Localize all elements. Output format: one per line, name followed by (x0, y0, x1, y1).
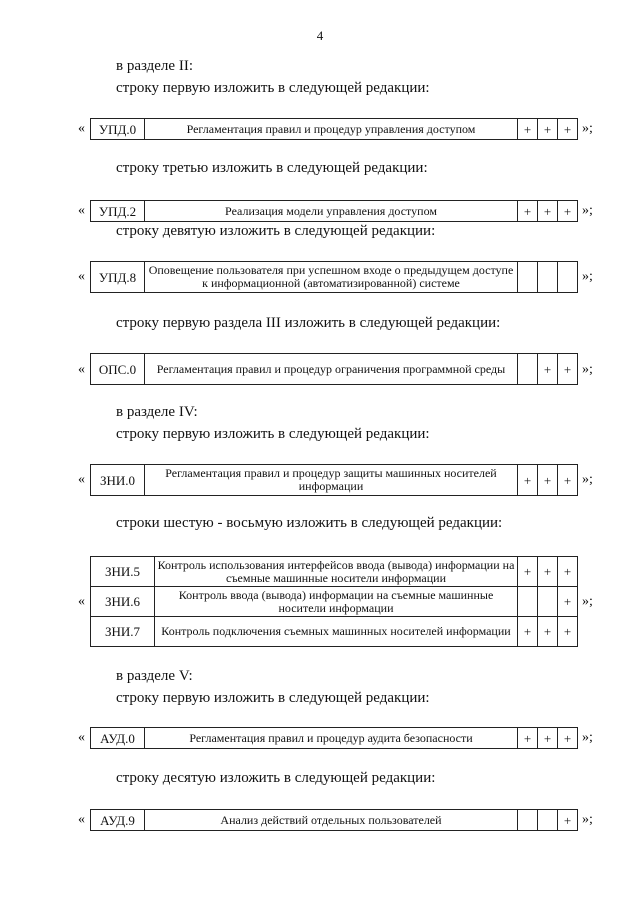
measure-description: Реализация модели управления доступом (145, 201, 518, 222)
instruction-upd8: строку девятую изложить в следующей редакции: (116, 223, 436, 239)
measure-code: ОПС.0 (91, 354, 145, 385)
mark-cell (518, 810, 538, 831)
mark-cell: + (558, 354, 578, 385)
quote-close: »; (582, 203, 593, 218)
instruction-aud0: строку первую изложить в следующей редакции: (116, 690, 430, 706)
measure-row-zni0 (90, 464, 578, 496)
measure-description: Регламентация правил и процедур аудита безопасности (145, 728, 518, 749)
measure-row-ops0 (90, 353, 578, 385)
mark-cell: + (558, 465, 578, 496)
instruction-aud9: строку десятую изложить в следующей редакции: (116, 770, 436, 786)
quote-close: »; (582, 812, 593, 827)
measure-row-zni6 (91, 587, 578, 617)
measure-description: Регламентация правил и процедур ограничения программной среды (145, 354, 518, 385)
measure-row-upd2 (90, 200, 578, 222)
mark-cell (558, 262, 578, 293)
measure-code: УПД.0 (91, 119, 145, 140)
mark-cell: + (558, 617, 578, 647)
mark-cell: + (558, 810, 578, 831)
mark-cell (518, 354, 538, 385)
measure-code: АУД.0 (91, 728, 145, 749)
measure-description: Контроль ввода (вывода) информации на съемные машинные носители информации (155, 587, 518, 617)
mark-cell: + (558, 119, 578, 140)
measure-row-upd8 (90, 261, 578, 293)
quote-open: « (78, 362, 85, 377)
quote-close: »; (582, 472, 593, 487)
mark-cell: + (538, 465, 558, 496)
measure-description: Регламентация правил и процедур управления доступом (145, 119, 518, 140)
mark-cell: + (558, 201, 578, 222)
mark-cell: + (558, 557, 578, 587)
section-v-heading: в разделе V: (116, 668, 193, 684)
measure-description: Регламентация правил и процедур защиты машинных носителей информации (145, 465, 518, 496)
quote-open: « (78, 472, 85, 487)
mark-cell (538, 262, 558, 293)
mark-cell: + (518, 465, 538, 496)
instruction-upd2: строку третью изложить в следующей редакции: (116, 160, 428, 176)
instruction-upd0: строку первую изложить в следующей редакции: (116, 80, 430, 96)
quote-open: « (78, 269, 85, 284)
mark-cell: + (518, 557, 538, 587)
measure-rows-zni5-7 (90, 556, 578, 647)
quote-open: « (78, 594, 85, 609)
measure-code: ЗНИ.6 (91, 587, 155, 617)
mark-cell: + (558, 587, 578, 617)
quote-close: »; (582, 362, 593, 377)
page-number: 4 (316, 28, 324, 43)
mark-cell: + (558, 728, 578, 749)
quote-close: »; (582, 594, 593, 609)
quote-close: »; (582, 121, 593, 136)
measure-row-aud9 (90, 809, 578, 831)
mark-cell (518, 262, 538, 293)
mark-cell: + (538, 617, 558, 647)
quote-open: « (78, 203, 85, 218)
mark-cell: + (538, 728, 558, 749)
mark-cell: + (538, 119, 558, 140)
section-iv-heading: в разделе IV: (116, 404, 198, 420)
mark-cell: + (518, 728, 538, 749)
instruction-zni0: строку первую изложить в следующей редакции: (116, 426, 430, 442)
mark-cell (538, 587, 558, 617)
measure-code: УПД.2 (91, 201, 145, 222)
quote-close: »; (582, 269, 593, 284)
quote-open: « (78, 121, 85, 136)
measure-row-upd0 (90, 118, 578, 140)
instruction-ops0: строку первую раздела III изложить в следующей редакции: (116, 315, 501, 331)
measure-code: УПД.8 (91, 262, 145, 293)
mark-cell: + (518, 201, 538, 222)
measure-description: Контроль подключения съемных машинных носителей информации (155, 617, 518, 647)
section-ii-heading: в разделе II: (116, 58, 193, 74)
quote-close: »; (582, 730, 593, 745)
measure-code: ЗНИ.5 (91, 557, 155, 587)
measure-code: ЗНИ.7 (91, 617, 155, 647)
measure-row-aud0 (90, 727, 578, 749)
quote-open: « (78, 730, 85, 745)
instruction-zni5-7: строки шестую - восьмую изложить в следующей редакции: (116, 515, 503, 531)
measure-description: Контроль использования интерфейсов ввода (вывода) информации на съемные машинные носители информации (155, 557, 518, 587)
measure-description: Оповещение пользователя при успешном входе о предыдущем доступе к информационной (автоматизированной) системе (145, 262, 518, 293)
mark-cell: + (518, 617, 538, 647)
measure-row-zni5 (91, 557, 578, 587)
measure-row-zni7 (91, 617, 578, 647)
measure-description: Анализ действий отдельных пользователей (145, 810, 518, 831)
measure-code: АУД.9 (91, 810, 145, 831)
mark-cell (538, 810, 558, 831)
mark-cell: + (518, 119, 538, 140)
mark-cell: + (538, 201, 558, 222)
quote-open: « (78, 812, 85, 827)
mark-cell: + (538, 354, 558, 385)
mark-cell (518, 587, 538, 617)
mark-cell: + (538, 557, 558, 587)
measure-code: ЗНИ.0 (91, 465, 145, 496)
